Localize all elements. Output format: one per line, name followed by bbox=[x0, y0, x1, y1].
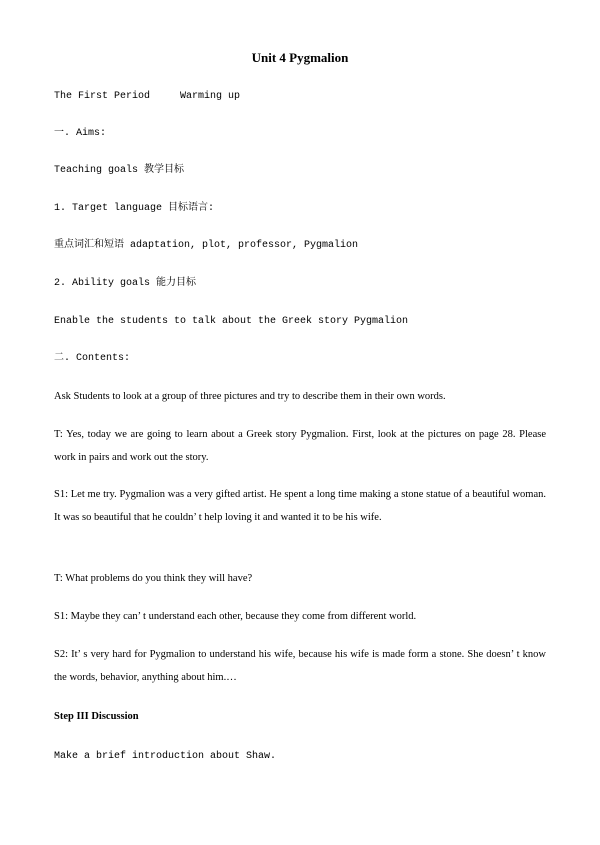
student1-story-paragraph: S1: Let me try. Pygmalion was a very gifted artist. He spent a long time making a stone statue of a beautiful woman. It was so beautiful that he couldn’ t help loving it and wanted it to be his wife. bbox=[54, 489, 546, 523]
vocabulary-line: 重点词汇和短语 adaptation, plot, professor, Pygmalion bbox=[54, 240, 359, 251]
teacher-intro-paragraph: T: Yes, today we are going to learn about a Greek story Pygmalion. First, look at the pictures on page 28. Please work in pairs and work out the story. bbox=[54, 429, 546, 463]
target-language-line: 1. Target language 目标语言: bbox=[54, 203, 215, 214]
brief-intro-line: Make a brief introduction about Shaw. bbox=[54, 751, 277, 762]
student1-answer-paragraph: S1: Maybe they can’ t understand each other, because they come from different world. bbox=[54, 611, 417, 622]
teacher-question-paragraph: T: What problems do you think they will have? bbox=[54, 573, 253, 584]
teaching-goals-line: Teaching goals 教学目标 bbox=[54, 165, 185, 176]
ask-students-paragraph: Ask Students to look at a group of three pictures and try to describe them in their own words. bbox=[54, 391, 446, 402]
student2-answer-paragraph: S2: It’ s very hard for Pygmalion to understand his wife, because his wife is made form a stone. She doesn’ t know the words, behavior, anything about him.… bbox=[54, 649, 546, 683]
ability-goals-line: 2. Ability goals 能力目标 bbox=[54, 278, 197, 289]
aims-heading: 一. Aims: bbox=[54, 128, 107, 139]
enable-line: Enable the students to talk about the Greek story Pygmalion bbox=[54, 316, 409, 327]
contents-heading: 二. Contents: bbox=[54, 353, 131, 364]
period-line: The First Period Warming up bbox=[54, 91, 241, 102]
step-heading: Step III Discussion bbox=[54, 711, 139, 722]
document-title: Unit 4 Pygmalion bbox=[251, 50, 349, 65]
